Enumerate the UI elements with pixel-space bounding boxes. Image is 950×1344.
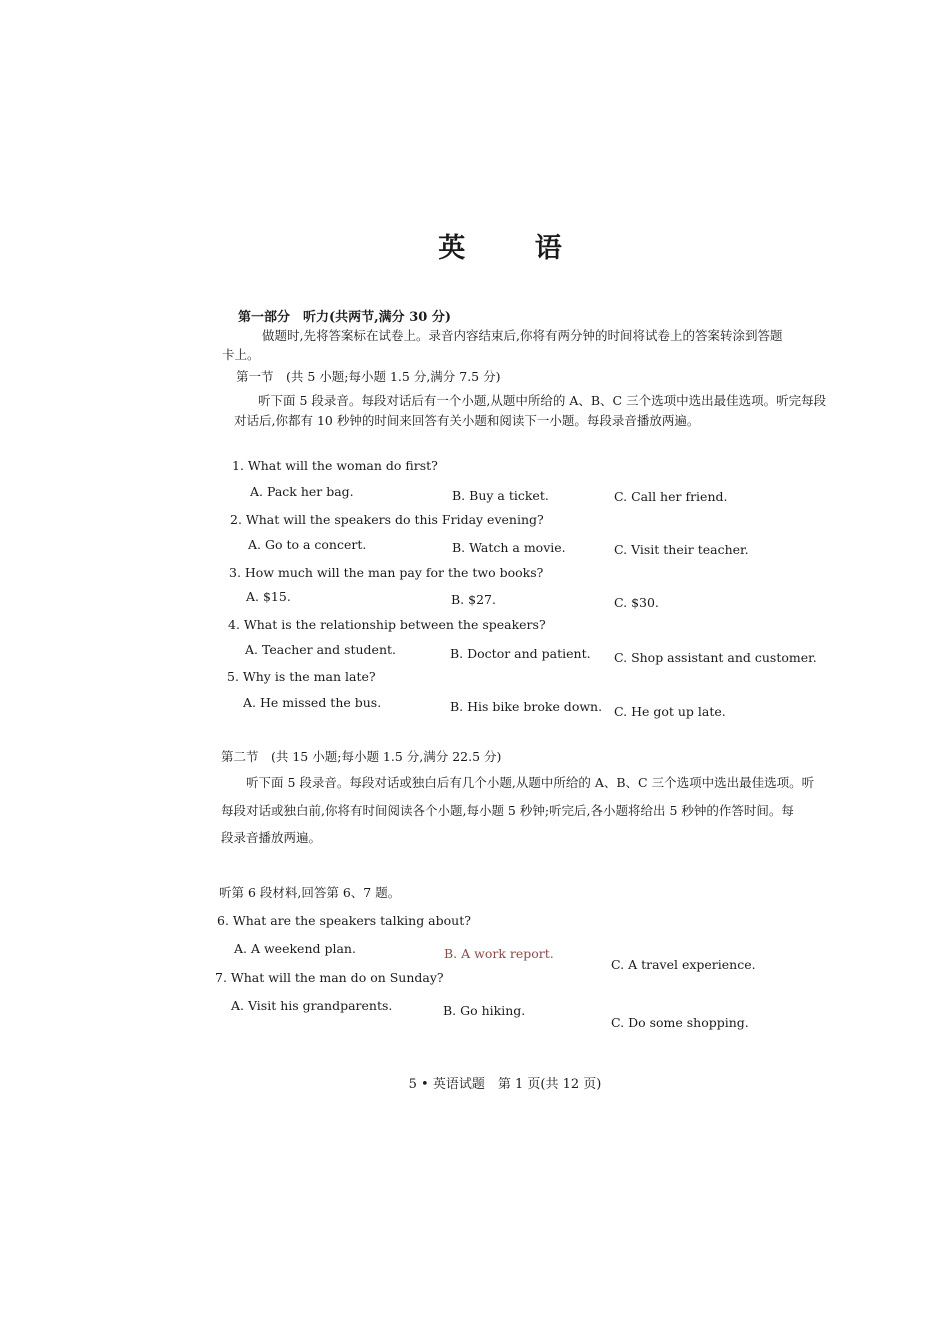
q6-option-c: C. A travel experience.: [611, 957, 756, 972]
page-title: 英 语: [438, 233, 592, 264]
q7-option-c: C. Do some shopping.: [611, 1015, 749, 1030]
q4-option-a: A. Teacher and student.: [245, 642, 397, 657]
q4-option-b: B. Doctor and patient.: [450, 646, 591, 661]
section2-intro-line1: 听下面 5 段录音。每段对话或独白后有几个小题,从题中所给的 A、B、C 三个选项中选出最佳选项。听: [246, 775, 815, 790]
q6-option-b: B. A work report.: [444, 946, 554, 961]
question-1: 1. What will the woman do first?: [232, 458, 438, 473]
q7-option-a: A. Visit his grandparents.: [231, 998, 393, 1013]
q3-option-a: A. $15.: [246, 589, 291, 604]
page-footer: 5 • 英语试题 第 1 页(共 12 页): [408, 1077, 602, 1092]
q7-option-b: B. Go hiking.: [443, 1003, 526, 1018]
section1-intro-line2: 对话后,你都有 10 秒钟的时间来回答有关小题和阅读下一小题。每段录音播放两遍。: [234, 413, 700, 428]
material-6-instruction: 听第 6 段材料,回答第 6、7 题。: [219, 885, 401, 900]
q2-option-c: C. Visit their teacher.: [614, 542, 749, 557]
question-6: 6. What are the speakers talking about?: [217, 913, 471, 928]
q4-option-c: C. Shop assistant and customer.: [614, 650, 817, 665]
section1-heading: 第一节 (共 5 小题;每小题 1.5 分,满分 7.5 分): [236, 369, 501, 384]
q5-option-b: B. His bike broke down.: [450, 699, 603, 714]
part1-intro-line2: 卡上。: [222, 347, 260, 362]
section2-intro-line3: 段录音播放两遍。: [221, 830, 322, 845]
q6-option-a: A. A weekend plan.: [234, 941, 356, 956]
section1-intro-line1: 听下面 5 段录音。每段对话后有一个小题,从题中所给的 A、B、C 三个选项中选出最佳选项。听完每段: [258, 393, 827, 408]
section2-heading: 第二节 (共 15 小题;每小题 1.5 分,满分 22.5 分): [221, 749, 502, 764]
question-2: 2. What will the speakers do this Friday evening?: [230, 512, 544, 527]
question-4: 4. What is the relationship between the speakers?: [228, 617, 546, 632]
q5-option-a: A. He missed the bus.: [243, 695, 382, 710]
q2-option-b: B. Watch a movie.: [452, 540, 566, 555]
q1-option-a: A. Pack her bag.: [250, 484, 354, 499]
part1-intro-line1: 做题时,先将答案标在试卷上。录音内容结束后,你将有两分钟的时间将试卷上的答案转涂到答题: [262, 328, 783, 343]
q1-option-c: C. Call her friend.: [614, 489, 728, 504]
q2-option-a: A. Go to a concert.: [248, 537, 367, 552]
question-7: 7. What will the man do on Sunday?: [215, 970, 444, 985]
q3-option-b: B. $27.: [451, 592, 496, 607]
section2-intro-line2: 每段对话或独白前,你将有时间阅读各个小题,每小题 5 秒钟;听完后,各小题将给出 5 秒钟的作答时间。每: [221, 803, 794, 818]
q5-option-c: C. He got up late.: [614, 704, 726, 719]
part1-heading: 第一部分 听力(共两节,满分 30 分): [238, 310, 451, 325]
question-5: 5. Why is the man late?: [227, 669, 376, 684]
q3-option-c: C. $30.: [614, 595, 659, 610]
q1-option-b: B. Buy a ticket.: [452, 488, 549, 503]
question-3: 3. How much will the man pay for the two books?: [229, 565, 544, 580]
